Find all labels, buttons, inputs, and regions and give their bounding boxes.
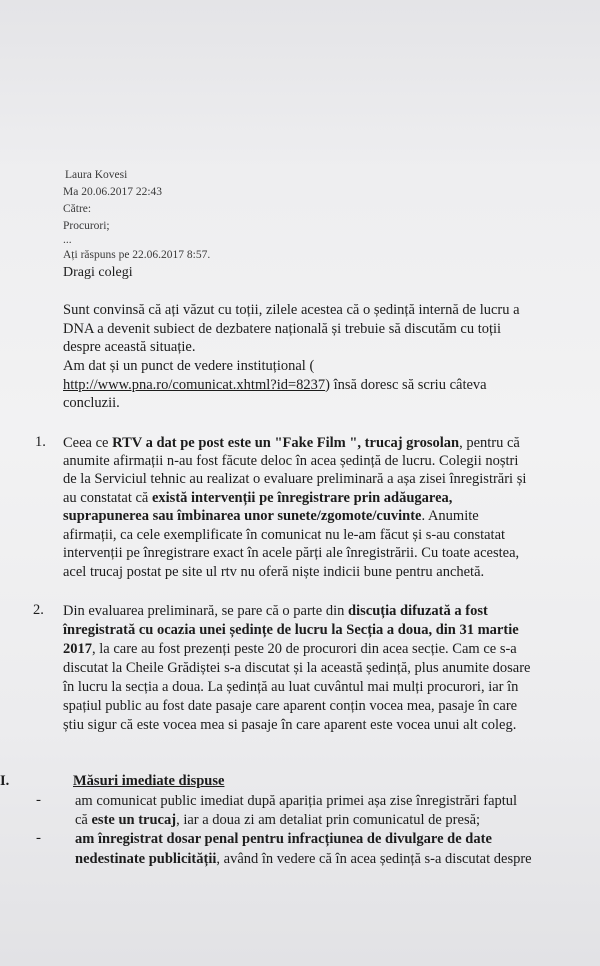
bullet-2-line-2-c: , având în vedere că în acea ședință s-a discutat despre (216, 851, 532, 867)
press-release-link[interactable]: http://www.pna.ro/comunicat.xhtml?id=8237 (63, 377, 326, 393)
item-2-line-5: în lucru la secția a doua. La ședință au luat cuvântul mai mulți procurori, iar în (63, 679, 519, 695)
bullet-2-dash: - (36, 830, 41, 846)
item-2-line-1-b: discuția difuzată a fost (348, 603, 488, 619)
bullet-2-line-2-b: nedestinate publicității (75, 851, 217, 867)
item-1-line-8: acel trucaj postat pe site ul rtv nu oferă niște indicii bune pentru anchetă. (63, 564, 485, 580)
intro-line-1: Sunt convinsă că ați văzut cu toții, zilele acestea că o ședință internă de lucru a (63, 302, 520, 318)
item-1-line-5-c: . Anumite (421, 508, 479, 524)
item-2-line-3 (63, 640, 517, 658)
sent-date: Ma 20.06.2017 22:43 (63, 186, 163, 198)
item-1-line-5-b: suprapunerea sau îmbinarea unor sunete/zgomote/cuvinte (63, 508, 422, 524)
recipients: Procurori; (63, 220, 110, 232)
item-1-line-1 (63, 434, 520, 452)
item-1-line-4-a: au constatat că (63, 490, 152, 506)
intro-line-5 (63, 376, 487, 394)
item-1-line-4-b: există intervenții pe înregistrare prin adăugarea, (151, 490, 453, 506)
bullet-1-dash: - (36, 792, 41, 808)
to-label: Către: (63, 203, 92, 215)
intro-line-3: despre această situație. (63, 339, 196, 355)
item-2-line-1 (63, 602, 488, 620)
item-1-line-5 (63, 507, 479, 525)
item-2-line-6: spațiul public au fost date pasaje care aparent conțin vocea mea, pasaje în care (63, 698, 518, 714)
item-1-line-2: anumite afirmații n-au fost făcute deloc în acea ședință de lucru. Colegii noștri (63, 453, 519, 469)
bullet-1-line-2-a: că (75, 812, 92, 828)
bullet-1-line-1: am comunicat public imediat după apariția primei așa zise înregistrări faptul (75, 793, 518, 809)
item-1-line-6: afirmații, ca cele exemplificate în comunicat nu le-am făcut și s-au constatat (63, 527, 506, 543)
item-1-line-1-c: , pentru că (459, 435, 520, 451)
section-title: Măsuri imediate dispuse (73, 773, 225, 789)
header-ellipsis: ... (63, 234, 72, 246)
item-2-number: 2. (33, 602, 44, 618)
intro-line-2: DNA a devenit subiect de dezbatere națională și trebuie să discutăm cu toții (63, 321, 502, 337)
bullet-2-line-2 (75, 850, 532, 868)
item-2-line-3-c: , la care au fost prezenți peste 20 de procurori din acea secție. Cam ce s-a (92, 641, 517, 657)
intro-line-4: Am dat și un punct de vedere instituțional ( (63, 358, 315, 374)
bullet-1-line-2-b: este un trucaj (91, 812, 177, 828)
item-2-line-2: înregistrată cu ocazia unei ședințe de lucru la Secția a doua, din 31 martie (63, 622, 519, 638)
replied-note: Ați răspuns pe 22.06.2017 8:57. (63, 249, 211, 261)
bullet-1-line-2 (75, 811, 480, 829)
item-2-line-4: discutat la Cheile Grădiștei s-a discutat și la această ședință, plus anumite dosare (63, 660, 531, 676)
intro-line-5-rest: ) însă doresc să scriu câteva (325, 377, 487, 393)
intro-line-6: concluzii. (63, 395, 120, 411)
bullet-2-line-1: am înregistrat dosar penal pentru infracțiunea de divulgare de date (75, 831, 492, 847)
bullet-1-line-2-c: , iar a doua zi am detaliat prin comunicatul de presă; (176, 812, 481, 828)
item-1-line-1-b: RTV a dat pe post este un "Fake Film ", trucaj grosolan (112, 435, 460, 451)
item-2-line-3-b: 2017 (63, 641, 92, 657)
item-1-line-7: intervenții pe înregistrare exact în acele părți ale înregistrării. Cu toate acestea, (63, 545, 520, 561)
sender-name: Laura Kovesi (65, 169, 128, 181)
item-2-line-1-a: Din evaluarea preliminară, se pare că o parte din (63, 603, 349, 619)
item-1-line-1-a: Ceea ce (63, 435, 113, 451)
item-1-line-4 (63, 489, 452, 507)
section-numeral: I. (0, 773, 10, 789)
item-1-number: 1. (35, 434, 46, 450)
item-1-line-3: de la Serviciul tehnic au realizat o evaluare preliminară a așa zisei înregistrări și (63, 471, 527, 487)
greeting: Dragi colegi (63, 265, 133, 280)
item-2-line-7: știu sigur că este vocea mea si pasaje în care aparent este vocea unui alt coleg. (63, 717, 517, 733)
